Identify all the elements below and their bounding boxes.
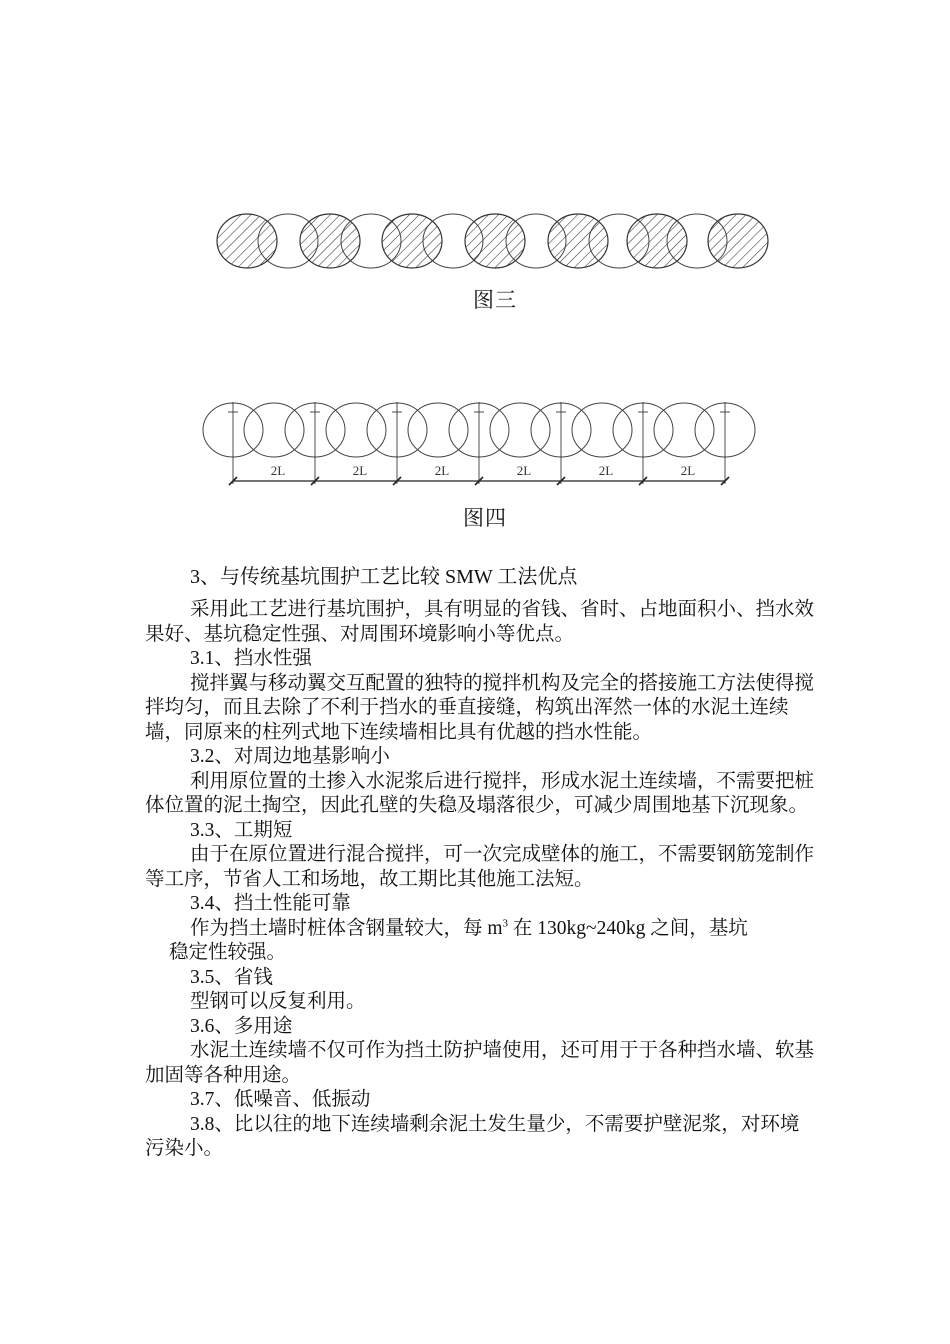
pile-circle — [490, 403, 550, 457]
dimension-labels — [271, 463, 696, 478]
spacing-label: 2L — [680, 463, 696, 478]
item-3-5-body: 型钢可以反复利用。 — [190, 991, 366, 1012]
hatched-pile-circle — [300, 214, 360, 268]
item-3-6-body: 水泥土连续墙不仅可作为挡土防护墙使用，还可用于于各种挡水墙、软基加固等各种用途。 — [145, 1040, 815, 1086]
item-3-2-body: 利用原位置的土掺入水泥浆后进行搅拌，形成水泥土连续墙，不需要把桩体位置的泥土掏空，因此孔壁的失稳及塌落很少，可减少周围地基下沉现象。 — [145, 770, 815, 816]
item-3-6-heading: 3.6、多用途 — [190, 1015, 293, 1037]
pile-circle — [572, 403, 632, 457]
item-3-8-heading: 3.8、比以往的地下连续墙剩余泥土发生量少，不需要护壁泥浆，对环境污染小。 — [145, 1113, 800, 1159]
hatched-pile-circle — [382, 214, 442, 268]
hatched-pile-circle — [465, 214, 525, 268]
spacing-label: 2L — [434, 463, 450, 478]
spacing-label: 2L — [352, 463, 368, 478]
pile-circle — [326, 403, 386, 457]
item-3-4-body-mid: 在 130kg~240kg 之间，基坑 — [508, 917, 748, 939]
dimension-lines — [228, 402, 730, 485]
spacing-label: 2L — [270, 463, 286, 478]
item-3-3-body: 由于在原位置进行混合搅拌，可一次完成壁体的施工，不需要钢筋笼制作等工序，节省人工和场地，故工期比其他施工法短。 — [145, 844, 815, 890]
figure-4-caption: 图四 — [463, 506, 507, 530]
figure-4-diagram — [0, 390, 950, 510]
item-3-3-heading: 3.3、工期短 — [190, 819, 293, 841]
hatched-pile-circle — [217, 214, 277, 268]
hatched-pile-circle — [708, 214, 768, 268]
intro-paragraph: 采用此工艺进行基坑围护，具有明显的省钱、省时、占地面积小、挡水效果好、基坑稳定性强、对周围环境影响小等优点。 — [145, 599, 815, 645]
superscript-3: 3 — [502, 917, 509, 929]
item-3-4-body-cont: 稳定性较强。 — [169, 942, 287, 963]
figure-3-diagram — [0, 0, 950, 290]
figure-3-caption: 图三 — [473, 288, 517, 312]
item-3-4-body-pre: 作为挡土墙时桩体含钢量较大，每 m — [190, 917, 503, 939]
spacing-label: 2L — [516, 463, 532, 478]
item-3-2-heading: 3.2、对周边地基影响小 — [190, 746, 390, 767]
section-title: 3、与传统基坑围护工艺比较 SMW 工法优点 — [190, 566, 578, 588]
item-3-1-body: 搅拌翼与移动翼交互配置的独特的搅拌机构及完全的搭接施工方法使得搅拌均匀，而且去除了不利于挡水的垂直接缝，构筑出浑然一体的水泥土连续墙，同原来的柱列式地下连续墙相比具有优越的挡水性能。 — [145, 672, 815, 743]
hatched-pile-circle — [627, 214, 687, 268]
pile-circle — [408, 403, 468, 457]
pile-circle — [244, 403, 304, 457]
item-3-5-heading: 3.5、省钱 — [190, 966, 273, 988]
item-3-4-body — [145, 917, 815, 942]
section-body — [145, 598, 815, 1162]
item-3-1-heading: 3.1、挡水性强 — [190, 648, 312, 669]
spacing-label: 2L — [598, 463, 614, 478]
pile-circle — [654, 403, 714, 457]
item-3-7-heading: 3.7、低噪音、低振动 — [190, 1089, 371, 1110]
hatched-pile-circle — [548, 214, 608, 268]
item-3-4-heading: 3.4、挡土性能可靠 — [190, 893, 351, 914]
